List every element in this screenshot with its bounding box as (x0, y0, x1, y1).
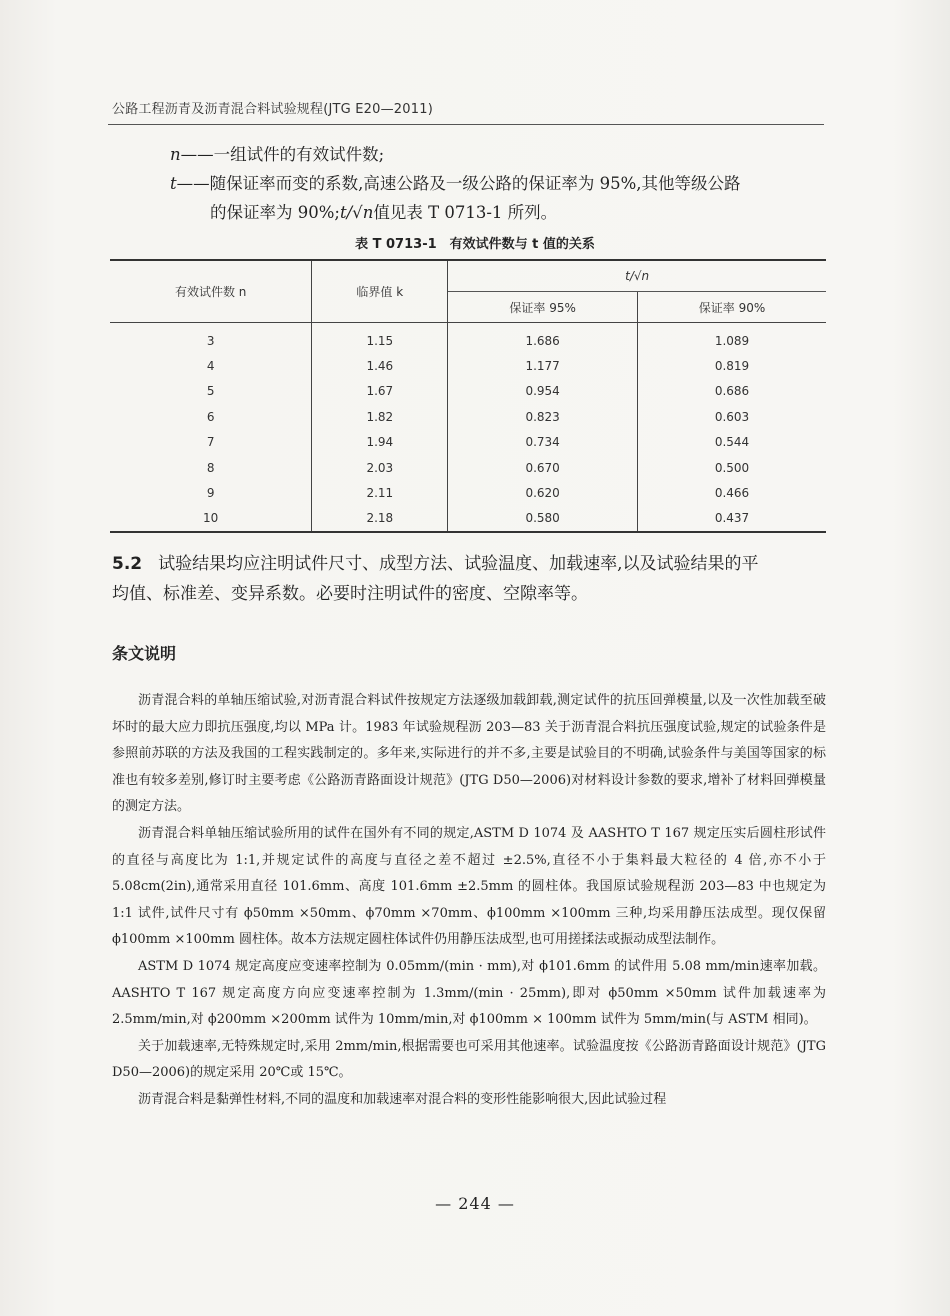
definition-t-cont-before: 的保证率为 90%; (210, 203, 340, 222)
t-value-table (110, 259, 826, 533)
notes-paragraph: 关于加载速率,无特殊规定时,采用 2mm/min,根据需要也可采用其他速率。试验温度按《公路沥青路面设计规范》(JTG D50—2006)的规定采用 20℃或 15℃。 (112, 1038, 826, 1081)
table-row (110, 455, 826, 480)
cell-n: 7 (110, 430, 312, 455)
cell-95: 1.177 (448, 353, 638, 378)
cell-95: 0.620 (448, 480, 638, 505)
symbol-t: t (170, 174, 177, 193)
cell-95: 0.823 (448, 404, 638, 429)
cell-k: 1.67 (312, 379, 448, 404)
symbol-n: n (170, 145, 181, 164)
section-5-2 (112, 549, 828, 609)
notes-paragraph: ASTM D 1074 规定高度应变速率控制为 0.05mm/(min · mm),对 ϕ101.6mm 的试件用 5.08 mm/min速率加载。AASHTO T 167 规定高度方向应变速率控制为 1.3mm/(min · 25mm),即对 ϕ50mm ×50mm 试件加载速率为 2.5mm/min,对 ϕ200mm ×200mm 试件为 10mm/min,对 ϕ100mm × 100mm 试件为 5mm/min(与 ASTM 相同)。 (112, 958, 826, 1028)
table-row (110, 379, 826, 404)
cell-k: 1.15 (312, 323, 448, 354)
cell-95: 0.734 (448, 430, 638, 455)
definition-t (112, 169, 832, 198)
page-number: — 244 — (435, 1194, 515, 1213)
cell-95: 1.686 (448, 323, 638, 354)
section-number: 5.2 (112, 554, 143, 574)
definition-n-text: ——一组试件的有效试件数; (180, 145, 385, 164)
cell-n: 3 (110, 323, 312, 354)
header-confidence-90: 保证率 90% (638, 292, 826, 323)
cell-95: 0.580 (448, 506, 638, 532)
definition-t-text: ——随保证率而变的系数,高速公路及一级公路的保证率为 95%,其他等级公路 (176, 174, 741, 193)
table-caption: 表 T 0713-1 有效试件数与 t 值的关系 (355, 237, 595, 252)
table-row (110, 506, 826, 532)
section-5-2-line2: 均值、标准差、变异系数。必要时注明试件的密度、空隙率等。 (112, 584, 588, 604)
cell-n: 6 (110, 404, 312, 429)
notes-paragraph: 沥青混合料是黏弹性材料,不同的温度和加载速率对混合料的变形性能影响很大,因此试验过程 (138, 1091, 667, 1107)
definition-n (112, 140, 832, 169)
notes-paragraph: 沥青混合料单轴压缩试验所用的试件在国外有不同的规定,ASTM D 1074 及 AASHTO T 167 规定压实后圆柱形试件的直径与高度比为 1:1,并规定试件的高度与直径之差不超过 ±2.5%,直径不小于集料最大粒径的 4 倍,亦不小于 5.08cm(2in),通常采用直径 101.6mm、高度 101.6mm ±2.5mm 的圆柱体。我国原试验规程沥 203—83 中也规定为 1:1 试件,试件尺寸有 ϕ50mm ×50mm、ϕ70mm ×70mm、ϕ100mm ×100mm 三种,均采用静压法成型。现仅保留 ϕ100mm ×100mm 圆柱体。故本方法规定圆柱体试件仍用静压法成型,也可用搓揉法或振动成型法制作。 (112, 825, 826, 948)
cell-90: 1.089 (714, 333, 750, 348)
cell-n: 4 (110, 353, 312, 378)
header-critical-k: 临界值 k (312, 260, 448, 323)
cell-n: 9 (110, 480, 312, 505)
commentary-notes (112, 688, 826, 1114)
cell-95: 0.954 (448, 379, 638, 404)
symbol-definitions (112, 140, 832, 227)
cell-90: 0.500 (714, 460, 750, 475)
notes-heading: 条文说明 (112, 644, 177, 663)
table-row (110, 430, 826, 455)
cell-k: 1.46 (312, 353, 448, 378)
table-row (110, 404, 826, 429)
cell-90: 0.437 (714, 511, 750, 526)
definition-t-cont-after: 值见表 T 0713-1 所列。 (373, 203, 558, 222)
header-t-sqrt-n: t/√n (448, 260, 826, 292)
table-row (110, 323, 826, 354)
cell-90: 0.603 (714, 409, 750, 424)
header-confidence-95: 保证率 95% (448, 292, 638, 323)
notes-paragraph: 沥青混合料的单轴压缩试验,对沥青混合料试件按规定方法逐级加载卸载,测定试件的抗压回弹模量,以及一次性加载至破坏时的最大应力即抗压强度,均以 MPa 计。1983 年试验规程沥 203—83 关于沥青混合料抗压强度试验,规定的试验条件是参照前苏联的方法及我国的工程实践制定的。多年来,实际进行的并不多,主要是试验目的不明确,试验条件与美国等国家的标准也有较多差别,修订时主要考虑《公路沥青路面设计规范》(JTG D50—2006)对材料设计参数的要求,增补了材料回弹模量的测定方法。 (112, 693, 826, 815)
header-rule (108, 124, 824, 125)
cell-90: 0.686 (714, 384, 750, 399)
table-row (110, 480, 826, 505)
section-5-2-line1 (112, 549, 828, 579)
section-5-2-text1: 试验结果均应注明试件尺寸、成型方法、试验温度、加载速率,以及试验结果的平 (158, 554, 759, 574)
cell-k: 2.11 (312, 480, 448, 505)
cell-n: 8 (110, 455, 312, 480)
header-valid-count: 有效试件数 n (110, 260, 312, 323)
cell-90: 0.466 (714, 486, 750, 501)
cell-90: 0.819 (714, 359, 750, 374)
cell-90: 0.544 (714, 435, 750, 450)
cell-k: 2.03 (312, 455, 448, 480)
table-row (110, 353, 826, 378)
cell-k: 1.94 (312, 430, 448, 455)
cell-n: 10 (110, 506, 312, 532)
cell-k: 1.82 (312, 404, 448, 429)
definition-t-continued (112, 198, 832, 227)
cell-k: 2.18 (312, 506, 448, 532)
cell-n: 5 (110, 379, 312, 404)
t-over-sqrt-n: t/√n (339, 203, 374, 222)
running-header: 公路工程沥青及沥青混合料试验规程(JTG E20—2011) (112, 102, 433, 117)
cell-95: 0.670 (448, 455, 638, 480)
